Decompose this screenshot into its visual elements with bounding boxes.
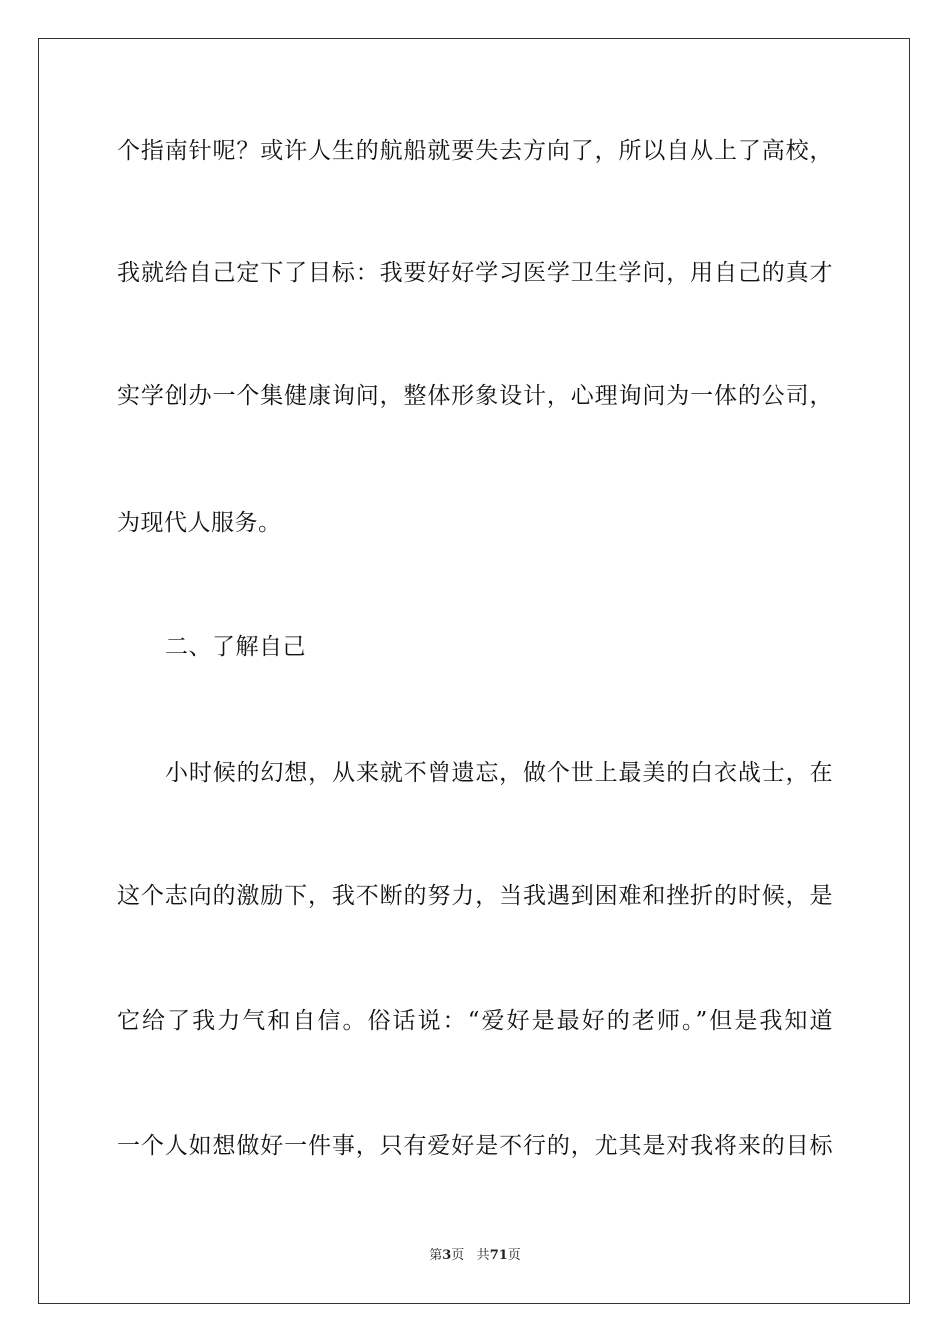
paragraph-line-7: 这个志向的激励下，我不断的努力，当我遇到困难和挫折的时候，是 — [117, 883, 833, 909]
paragraph-line-4: 为现代人服务。 — [117, 510, 282, 536]
page-suffix: 页 — [451, 1248, 465, 1263]
page-border — [38, 38, 910, 1304]
paragraph-line-8: 它给了我力气和自信。俗话说：“爱好是最好的老师。”但是我知道 — [117, 1008, 833, 1034]
paragraph-line-6: 小时候的幻想，从来就不曾遗忘，做个世上最美的白衣战士，在 — [165, 760, 833, 786]
section-heading: 二、了解自己 — [165, 634, 306, 660]
paragraph-line-1: 个指南针呢？或许人生的航船就要失去方向了，所以自从上了高校， — [117, 138, 833, 164]
paragraph-line-9: 一个人如想做好一件事，只有爱好是不行的，尤其是对我将来的目标 — [117, 1133, 833, 1159]
paragraph-line-3: 实学创办一个集健康询问，整体形象设计，心理询问为一体的公司， — [117, 383, 833, 409]
page-number: 3 — [442, 1248, 452, 1263]
total-pages: 71 — [489, 1248, 508, 1263]
total-prefix: 共 — [476, 1248, 490, 1263]
paragraph-line-2: 我就给自己定下了目标：我要好好学习医学卫生学问，用自己的真才 — [117, 260, 833, 286]
page-footer — [0, 1247, 950, 1265]
page-prefix: 第 — [429, 1248, 443, 1263]
total-suffix: 页 — [507, 1248, 521, 1263]
